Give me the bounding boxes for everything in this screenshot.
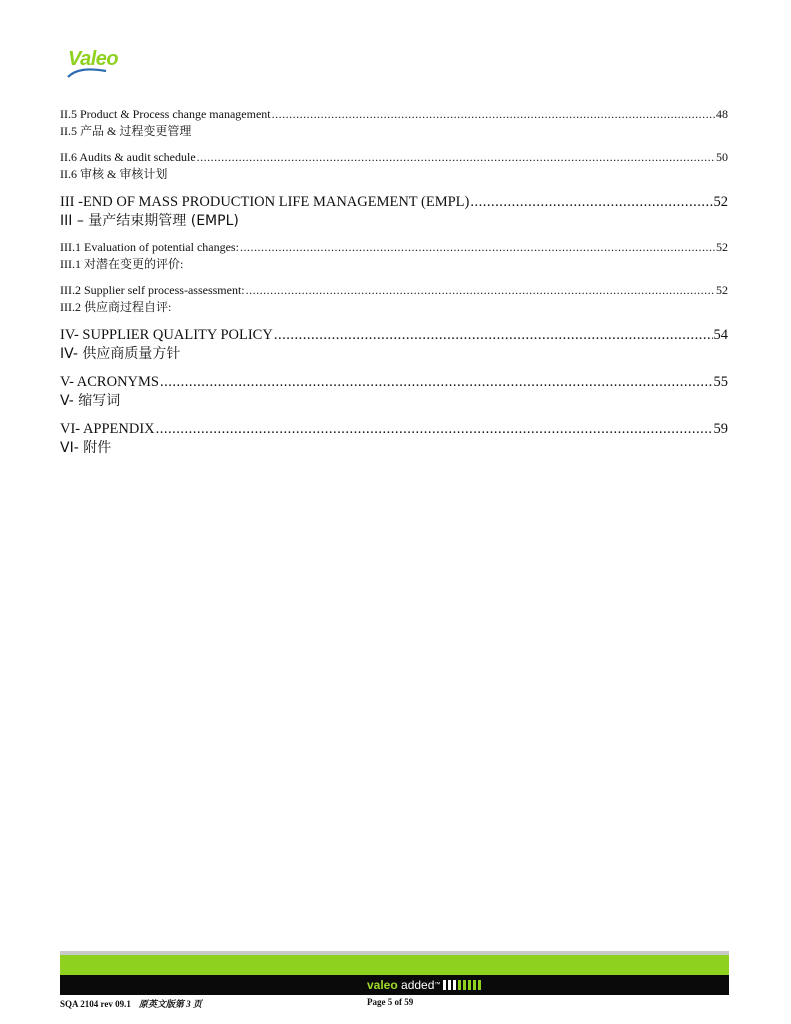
- toc-page-number: 52: [716, 283, 728, 297]
- toc-entry-chinese-title: IV- 供应商质量方针: [60, 346, 181, 362]
- toc-page-number: 59: [713, 421, 728, 437]
- toc-entry-line[interactable]: [60, 239, 728, 256]
- toc-leader-dots: [197, 149, 715, 166]
- doc-note: 原英文版第 3 页: [138, 999, 202, 1009]
- toc-entry-chinese-title: II.5 产品 & 过程变更管理: [60, 124, 192, 138]
- toc-page-number: 48: [716, 107, 728, 121]
- trademark-symbol: ™: [434, 982, 441, 988]
- toc-entry-title: VI- APPENDIX: [60, 421, 155, 437]
- toc-entry-line[interactable]: [60, 282, 728, 299]
- footer-green-band: [60, 955, 729, 975]
- valeo-added-brand: [367, 977, 481, 993]
- page-number: Page 5 of 59: [367, 997, 414, 1007]
- toc-entry-line[interactable]: [60, 106, 728, 123]
- added-word: added: [401, 978, 435, 992]
- toc-page-number: 54: [713, 327, 728, 343]
- toc-entry-line[interactable]: [60, 325, 728, 345]
- toc-entry-title: II.5 Product & Process change management: [60, 107, 271, 121]
- toc-leader-dots: [246, 282, 715, 299]
- toc-entry-chinese-title: II.6 审核 & 审核计划: [60, 167, 168, 181]
- toc-entry[interactable]: [60, 372, 728, 410]
- toc-entry-title: IV- SUPPLIER QUALITY POLICY: [60, 327, 273, 343]
- toc-leader-dots: [274, 325, 713, 345]
- toc-entry-title: V- ACRONYMS: [60, 374, 159, 390]
- toc-entry[interactable]: [60, 325, 728, 363]
- toc-entry-chinese-title: V- 缩写词: [60, 393, 121, 409]
- footer-doc-ref: [60, 997, 202, 1010]
- toc-entry-chinese-title: III.2 供应商过程自评:: [60, 300, 172, 314]
- toc-leader-dots: [156, 419, 713, 439]
- toc-page-number: 50: [716, 150, 728, 164]
- table-of-contents: [60, 106, 728, 466]
- added-bars-icon: [443, 980, 481, 990]
- toc-entry[interactable]: [60, 149, 728, 183]
- logo-wordmark: Valeo: [68, 48, 119, 70]
- toc-entry-line[interactable]: [60, 372, 728, 392]
- toc-page-number: 55: [713, 374, 728, 390]
- toc-entry[interactable]: [60, 239, 728, 273]
- toc-entry-chinese-title: VI- 附件: [60, 440, 112, 456]
- toc-entry[interactable]: [60, 192, 728, 230]
- toc-entry[interactable]: [60, 419, 728, 457]
- toc-entry[interactable]: [60, 282, 728, 316]
- toc-entry-title: II.6 Audits & audit schedule: [60, 150, 196, 164]
- added-valeo-word: valeo: [367, 978, 398, 992]
- toc-entry-title: III.2 Supplier self process-assessment:: [60, 283, 245, 297]
- toc-entry-line[interactable]: [60, 149, 728, 166]
- toc-entry[interactable]: [60, 106, 728, 140]
- toc-entry-title: III.1 Evaluation of potential changes:: [60, 240, 239, 254]
- toc-entry-title: III -END OF MASS PRODUCTION LIFE MANAGEMENT (EMPL): [60, 194, 470, 210]
- valeo-logo: [66, 48, 130, 80]
- toc-entry-chinese-title: III.1 对潜在变更的评价:: [60, 257, 184, 271]
- toc-page-number: 52: [716, 240, 728, 254]
- toc-entry-line[interactable]: [60, 419, 728, 439]
- toc-page-number: 52: [713, 194, 728, 210]
- toc-leader-dots: [470, 192, 712, 212]
- toc-leader-dots: [272, 106, 715, 123]
- toc-leader-dots: [240, 239, 715, 256]
- doc-ref: SQA 2104 rev 09.1: [60, 999, 131, 1009]
- logo-swoosh-icon: [66, 67, 130, 79]
- toc-leader-dots: [160, 372, 713, 392]
- toc-entry-chinese-title: III – 量产结束期管理 (EMPL): [60, 213, 239, 229]
- toc-entry-line[interactable]: [60, 192, 728, 212]
